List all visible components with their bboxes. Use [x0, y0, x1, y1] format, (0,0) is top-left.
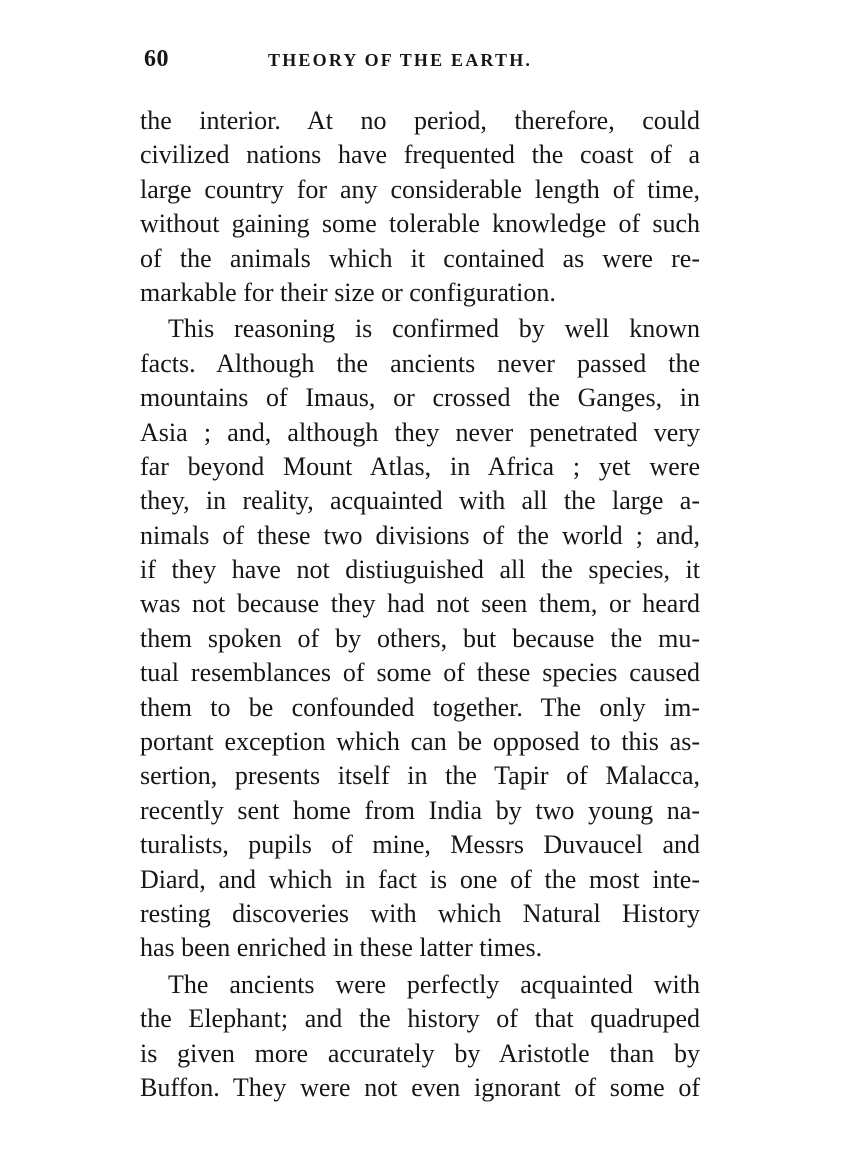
text-line: markable for their size or configuration. — [140, 277, 556, 307]
text-line: of the animals which it contained as were re- — [140, 243, 700, 273]
text-line: the Elephant; and the history of that quadruped — [140, 1004, 700, 1034]
text-line: resting discoveries with which Natural History — [140, 898, 700, 928]
paragraph — [140, 968, 700, 1106]
text-line: tual resemblances of some of these species caused — [140, 658, 700, 688]
text-line: facts. Although the ancients never passed the — [140, 348, 700, 378]
page-number: 60 — [144, 46, 169, 72]
paragraph — [140, 312, 700, 965]
paragraph — [140, 104, 700, 310]
running-title: THEORY OF THE EARTH. — [268, 50, 533, 70]
text-line: if they have not distiuguished all the species, it — [140, 555, 700, 585]
text-line: the interior. At no period, therefore, could — [140, 106, 700, 135]
text-line: without gaining some tolerable knowledge of such — [140, 209, 700, 239]
text-line: them spoken of by others, but because the mu- — [140, 623, 700, 653]
text-line: large country for any considerable length of time, — [140, 174, 700, 204]
text-line: mountains of Imaus, or crossed the Ganges, in — [140, 383, 700, 413]
text-line: Diard, and which in fact is one of the most inte- — [140, 864, 700, 894]
text-line: nimals of these two divisions of the world ; and, — [140, 520, 700, 550]
text-line: sertion, presents itself in the Tapir of Malacca, — [140, 761, 700, 791]
text-line: This reasoning is confirmed by well known — [168, 314, 700, 344]
text-line: Asia ; and, although they never penetrated very — [140, 417, 700, 447]
text-line: The ancients were perfectly acquainted with — [168, 969, 700, 999]
text-line: recently sent home from India by two young na- — [140, 795, 700, 825]
text-line: far beyond Mount Atlas, in Africa ; yet were — [140, 451, 700, 481]
text-line: them to be confounded together. The only im- — [140, 692, 700, 722]
text-line: Buffon. They were not even ignorant of some of — [140, 1072, 700, 1102]
text-line: civilized nations have frequented the coast of a — [140, 140, 700, 170]
text-line: they, in reality, acquainted with all the large a- — [140, 486, 700, 516]
text-line: is given more accurately by Aristotle than by — [140, 1038, 700, 1068]
text-line: portant exception which can be opposed to this as- — [140, 727, 700, 757]
text-line: was not because they had not seen them, or heard — [140, 589, 700, 619]
text-line: turalists, pupils of mine, Messrs Duvaucel and — [140, 830, 700, 860]
body-text — [140, 104, 700, 1105]
page-header — [144, 46, 704, 82]
text-line: has been enriched in these latter times. — [140, 933, 543, 963]
